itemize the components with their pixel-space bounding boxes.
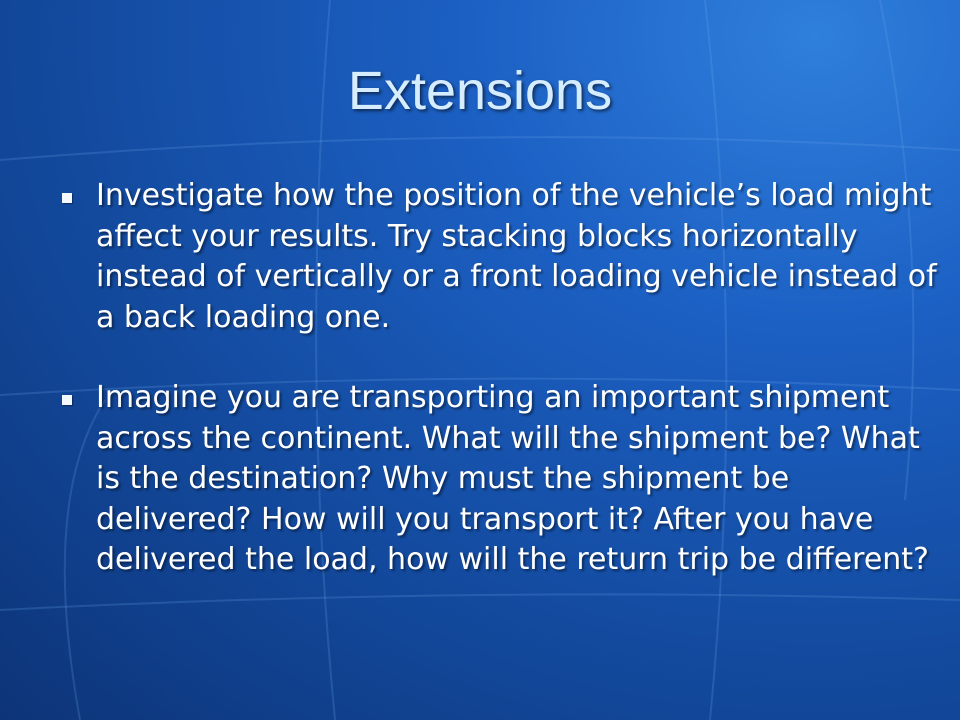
square-bullet-icon (62, 193, 72, 203)
bullet-list (58, 176, 938, 621)
square-bullet-icon (62, 395, 72, 405)
bullet-item (58, 176, 938, 338)
bullet-item (58, 378, 938, 581)
slide-title: Extensions (347, 61, 613, 121)
bullet-text: Investigate how the position of the vehicle’s load might affect your results. Try stacking blocks horizontally instead of vertically or a front loading vehicle instead of a back loading one. (96, 178, 937, 335)
bullet-text: Imagine you are transporting an important shipment across the continent. What will the shipment be? What is the destination? Why must the shipment be delivered? How will you transport it? After you have delivered the load, how will the return trip be different? (96, 380, 929, 577)
